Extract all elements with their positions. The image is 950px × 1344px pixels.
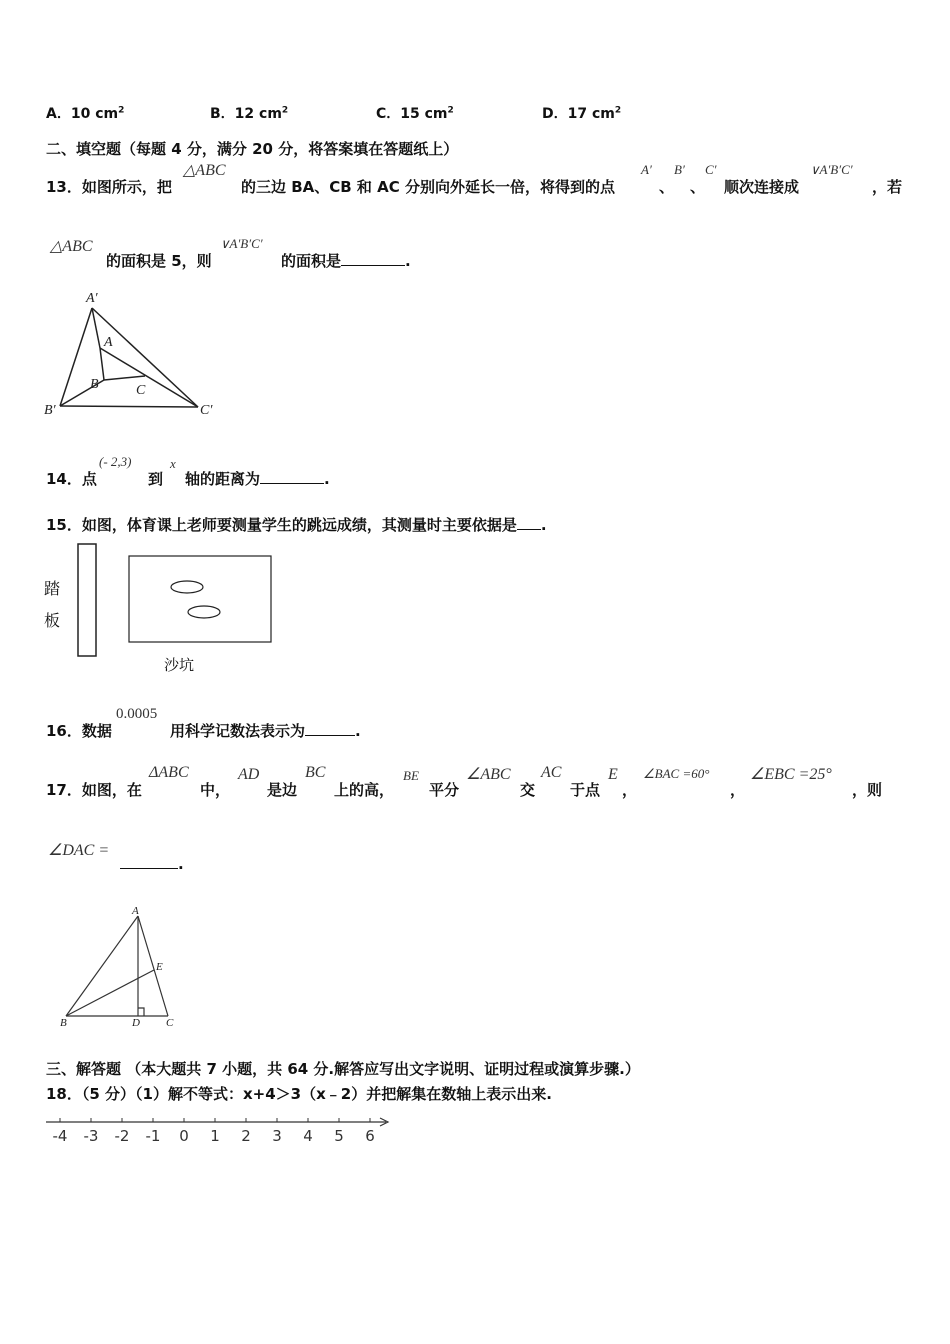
fig13-edge-ac-extended	[100, 348, 198, 407]
fig17-right-angle-mark	[138, 1008, 144, 1016]
fig17-bisector-be	[66, 970, 154, 1016]
q17-bc: BC	[305, 764, 326, 781]
q18-text: 18．（5 分）（1）解不等式：x+4＞3（x﹣2）并把解集在数轴上表示出来.	[46, 1085, 552, 1103]
q13-tri-abc: △ABC	[183, 162, 226, 179]
fig17-label-a: A	[132, 905, 139, 917]
number-line	[40, 1112, 400, 1152]
number-line-tick-label: -4	[52, 1127, 68, 1145]
fig17-label-c: C	[166, 1017, 174, 1029]
q16-num: 16．数据	[46, 722, 112, 740]
figure-13	[40, 290, 280, 420]
fig13-edge-bc	[104, 376, 145, 380]
q14-to: 到	[148, 470, 164, 488]
figure-17	[52, 902, 192, 1032]
q17-t7: ，则	[852, 781, 883, 799]
q17-be: BE	[403, 768, 419, 783]
q17-answer-blank[interactable]	[120, 854, 178, 869]
option-c: C．15 $cm^2$	[376, 105, 454, 122]
fig17-label-b: B	[60, 1017, 67, 1029]
number-line-tick-label: 0	[179, 1127, 189, 1145]
fig15-board-char2: 板	[44, 611, 61, 630]
q17-t4: 平分	[429, 781, 460, 799]
q15-answer-blank[interactable]	[517, 515, 541, 530]
q13-text3: ，若	[872, 178, 903, 196]
q13-b-prime: B′	[674, 162, 685, 177]
number-line-tick-label: 4	[303, 1127, 313, 1145]
fig15-footprint-2	[188, 606, 220, 618]
fig15-board-char1: 踏	[44, 579, 61, 598]
fig15-footprint-1	[171, 581, 203, 593]
fig17-label-d: D	[132, 1017, 140, 1029]
q13-text5: 的面积是 .	[281, 252, 411, 270]
q17-t5: 交	[520, 781, 536, 799]
fig15-pit-label: 沙坑	[164, 656, 195, 674]
q14-num: 14．点	[46, 470, 97, 488]
fig17-label-e: E	[156, 961, 163, 973]
fig13-label-a-prime: A′	[86, 291, 98, 306]
q15-text: 15．如图，体育课上老师要测量学生的跳远成绩，其测量时主要依据是 .	[46, 516, 547, 534]
q14-text: 轴的距离为 .	[185, 470, 330, 488]
q17-ad: AD	[238, 766, 260, 783]
q17-t3: 上的高，	[334, 781, 395, 799]
fig13-edge-aprime-bprime	[60, 308, 92, 406]
q13-c-prime: C′	[705, 162, 717, 177]
number-line-tick-label: 1	[210, 1127, 220, 1145]
fig13-label-c-prime: C′	[200, 403, 213, 418]
number-line-tick-label: -1	[145, 1127, 161, 1145]
number-line-tick-label: 5	[334, 1127, 344, 1145]
q17-angle-abc: ∠ABC	[466, 766, 511, 783]
option-d-unit-sup: 2	[614, 105, 622, 116]
option-a-unit-sup: 2	[118, 105, 125, 116]
q17-angle-bac: ∠BAC =60°	[643, 766, 710, 781]
q13-answer-blank[interactable]	[341, 251, 405, 266]
option-b-unit-sup: 2	[281, 105, 289, 116]
option-c-unit-sup: 2	[447, 105, 454, 116]
figure-15	[74, 542, 284, 662]
q17-t1: 中，	[200, 781, 231, 799]
q16-number: 0.0005	[116, 706, 158, 722]
q17-angle-ebc: ∠EBC =25°	[750, 766, 832, 783]
section2-title: 二、填空题（每题 4 分，满分 20 分，将答案填在答题纸上）	[46, 140, 459, 158]
q13-tri-prime-2: ∨A′B′C′	[220, 236, 263, 251]
fig13-label-c: C	[136, 383, 146, 398]
fig17-edge-ab	[66, 916, 138, 1016]
q17-e: E	[608, 766, 618, 783]
fig13-label-b: B	[90, 377, 99, 392]
q14-answer-blank[interactable]	[260, 469, 324, 484]
q13-tri-prime: ∨A′B′C′	[810, 162, 853, 177]
q16-answer-blank[interactable]	[305, 721, 355, 736]
number-line-tick-label: 2	[241, 1127, 251, 1145]
fig13-edge-ab	[100, 348, 104, 380]
q16-text: 用科学记数法表示为 .	[170, 722, 361, 740]
number-line-tick-label: -3	[83, 1127, 99, 1145]
q17-t2: 是边	[267, 781, 298, 799]
option-a: A．10 $cm^2$	[46, 105, 125, 122]
number-line-tick-label: 6	[365, 1127, 375, 1145]
fig17-edge-ac	[138, 916, 168, 1016]
fig13-edge-bprime-cprime	[60, 406, 198, 407]
q17-ac: AC	[541, 764, 562, 781]
q13-a-prime: A′	[641, 162, 652, 177]
fig13-label-a: A	[104, 335, 113, 350]
q13-tri-abc-2: △ABC	[50, 238, 93, 255]
fig15-sand-pit	[129, 556, 271, 642]
q13-text1: 的三边 BA、CB 和 AC 分别向外延长一倍，将得到的点	[241, 178, 615, 196]
q17-t6: 于点	[570, 781, 601, 799]
q13-num: 13．如图所示，把	[46, 178, 172, 196]
q13-text4: 的面积是 5，则	[106, 252, 212, 270]
q17-angle-dac: ∠DAC =	[48, 842, 110, 859]
number-line-tick-label: -2	[114, 1127, 130, 1145]
fig15-takeoff-board	[78, 544, 96, 656]
q13-sep1: 、	[659, 178, 675, 196]
q14-axis: x	[170, 456, 176, 471]
option-b: B．12 $cm^2$	[210, 105, 289, 122]
q17-comma2: ，	[730, 781, 746, 799]
fig13-label-b-prime: B′	[44, 403, 56, 418]
q17-answer: .	[120, 854, 184, 873]
section3-title: 三、解答题 （本大题共 7 小题，共 64 分.解答应写出文字说明、证明过程或演算步骤.）	[46, 1060, 640, 1078]
q17-comma1: ，	[622, 781, 638, 799]
q14-point: (- 2,3)	[99, 454, 132, 469]
q13-text2: 顺次连接成	[724, 178, 800, 196]
option-d: D．17 $cm^2$	[542, 105, 622, 122]
q17-tri: ΔABC	[149, 764, 189, 781]
q17-num: 17．如图，在	[46, 781, 142, 799]
number-line-tick-label: 3	[272, 1127, 282, 1145]
q13-sep2: 、	[690, 178, 706, 196]
